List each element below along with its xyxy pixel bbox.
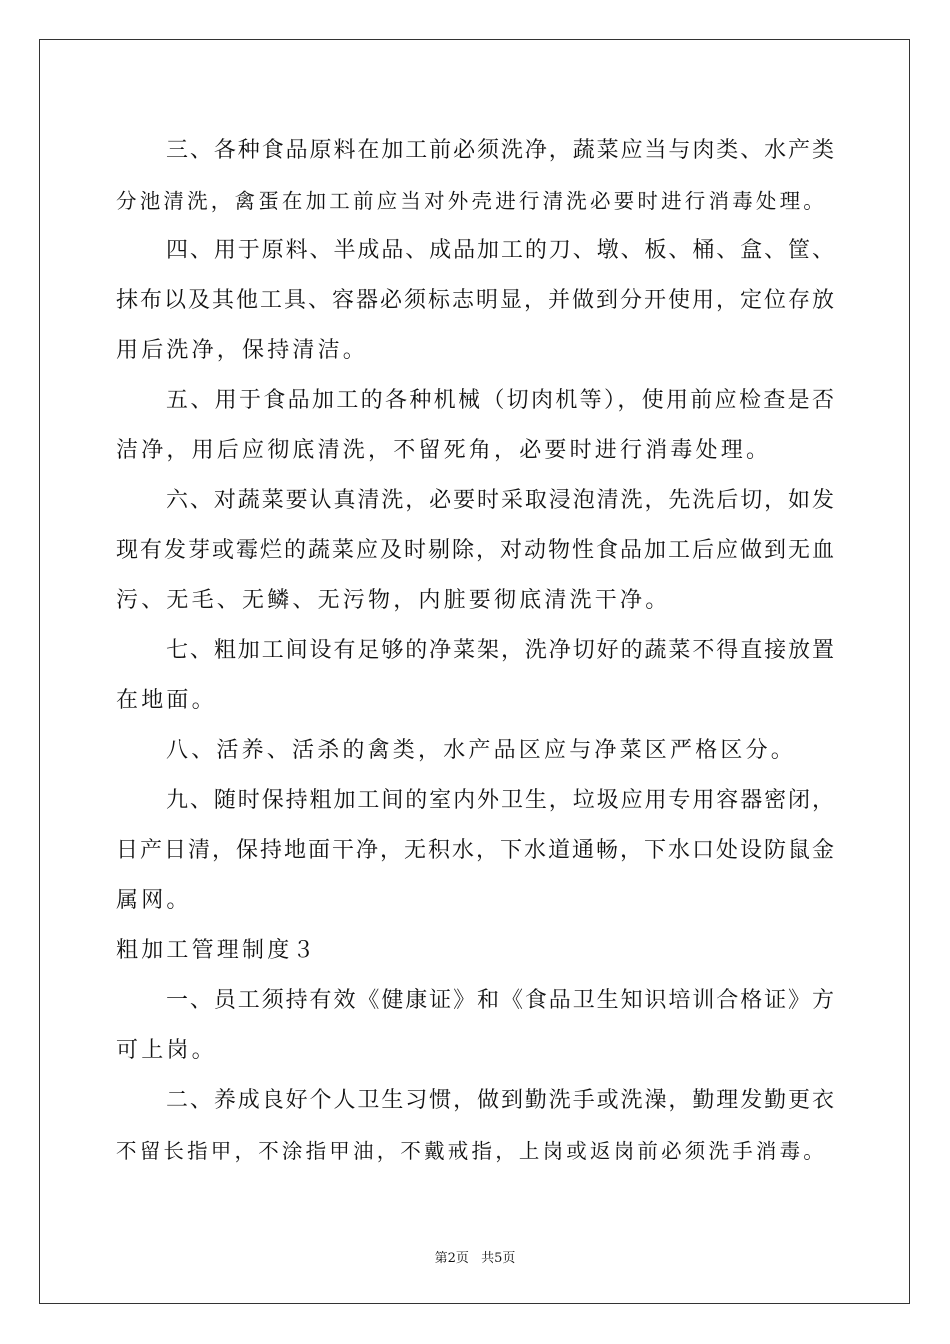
paragraph-line: 八、活养、活杀的禽类，水产品区应与净菜区严格区分。 — [166, 738, 797, 763]
section-heading: 粗加工管理制度３ — [116, 938, 318, 963]
paragraph-line: 不留长指甲，不涂指甲油，不戴戒指，上岗或返岗前必须洗手消毒。 — [116, 1139, 827, 1163]
paragraph-line: 五、用于食品加工的各种机械（切肉机等），使用前应检查是否 — [166, 388, 834, 413]
paragraph-line: 抹布以及其他工具、容器必须标志明显，并做到分开使用，定位存放 — [116, 288, 834, 313]
paragraph-line: 九、随时保持粗加工间的室内外卫生，垃圾应用专用容器密闭， — [166, 788, 834, 813]
paragraph-line: 二、养成良好个人卫生习惯，做到勤洗手或洗澡，勤理发勤更衣 — [166, 1088, 834, 1113]
paragraph-line: 现有发芽或霉烂的蔬菜应及时剔除，对动物性食品加工后应做到无血 — [116, 538, 834, 563]
paragraph-line: 日产日清，保持地面干净，无积水，下水道通畅，下水口处设防鼠金 — [116, 838, 834, 863]
page-number: 第2页 — [434, 1251, 469, 1266]
paragraph-line: 洁净，用后应彻底清洗，不留死角，必要时进行消毒处理。 — [116, 438, 772, 463]
paragraph-line: 七、粗加工间设有足够的净菜架，洗净切好的蔬菜不得直接放置 — [166, 638, 834, 663]
paragraph-line: 属网。 — [116, 888, 192, 913]
paragraph-line: 六、对蔬菜要认真清洗，必要时采取浸泡清洗，先洗后切，如发 — [166, 488, 834, 513]
paragraph-line: 用后洗净，保持清洁。 — [116, 338, 369, 363]
paragraph-line: 污、无毛、无鳞、无污物，内脏要彻底清洗干净。 — [116, 588, 671, 613]
document-body — [116, 126, 834, 1176]
page-total: 共5页 — [481, 1251, 516, 1266]
paragraph-line: 四、用于原料、半成品、成品加工的刀、墩、板、桶、盒、筐、 — [166, 238, 834, 263]
page-footer — [0, 1247, 950, 1266]
paragraph-line: 可上岗。 — [116, 1038, 217, 1063]
paragraph-line: 在地面。 — [116, 688, 217, 713]
paragraph-line: 一、员工须持有效《健康证》和《食品卫生知识培训合格证》方 — [166, 988, 834, 1013]
paragraph-line: 分池清洗，禽蛋在加工前应当对外壳进行清洗必要时进行消毒处理。 — [116, 189, 827, 213]
paragraph-line: 三、各种食品原料在加工前必须洗净，蔬菜应当与肉类、水产类 — [166, 138, 834, 163]
